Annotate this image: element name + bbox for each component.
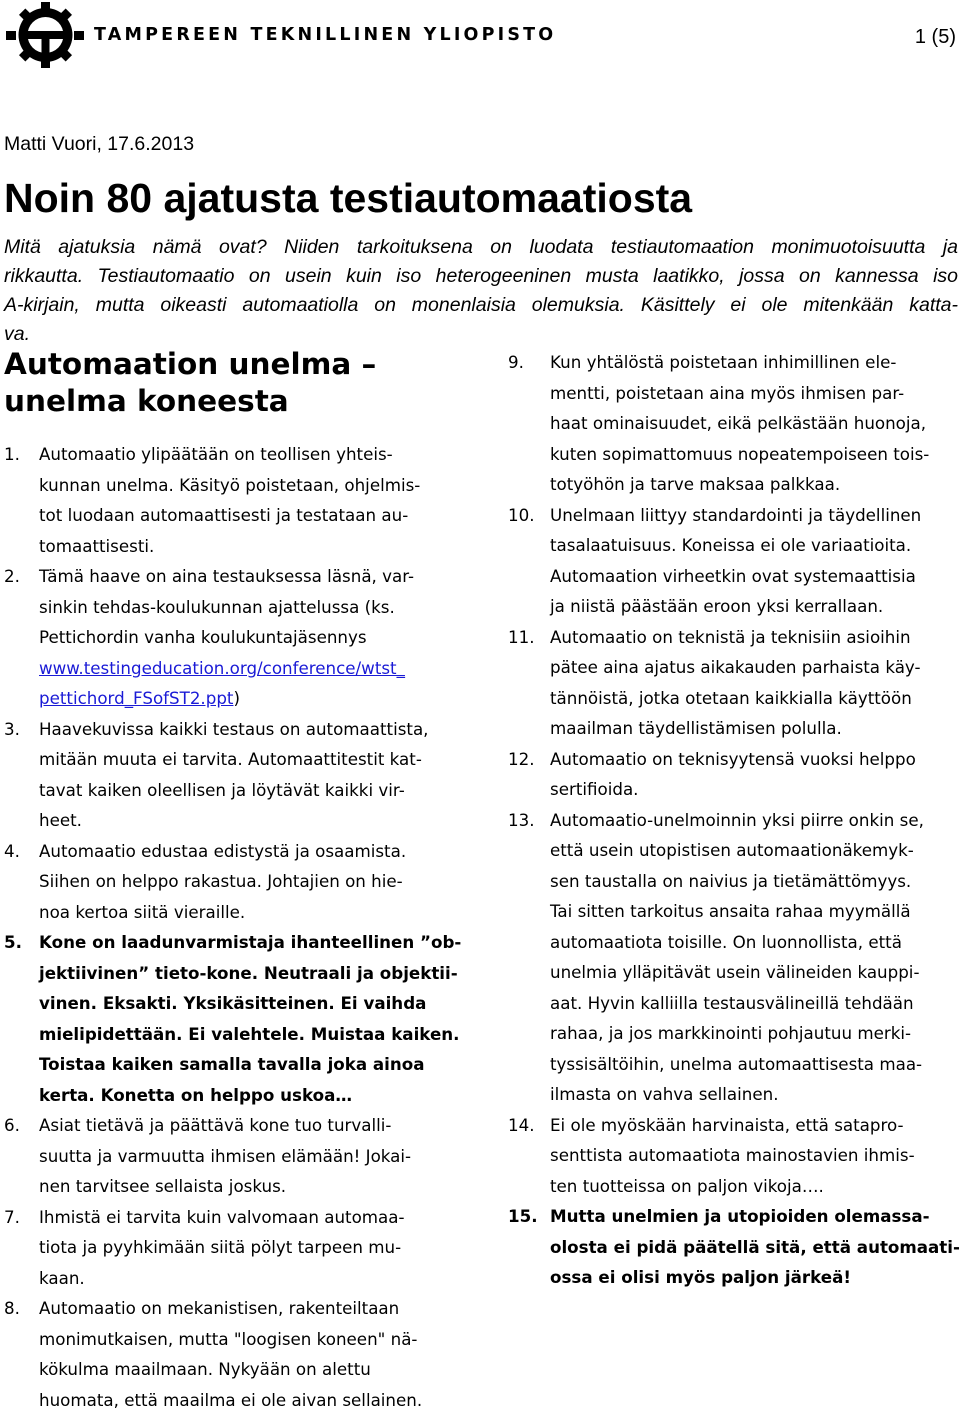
list-item-line: unelmia ylläpitävät usein välineiden kauppi- bbox=[550, 957, 960, 988]
section-heading bbox=[4, 346, 376, 420]
list-item bbox=[508, 805, 960, 1110]
list-item bbox=[4, 561, 464, 714]
list-item-number: 1. bbox=[4, 439, 20, 470]
list-item-line: tot luodaan automaattisesti ja testataan au- bbox=[39, 500, 464, 531]
list-item bbox=[508, 500, 960, 622]
list-item-line: mentti, poistetaan aina myös ihmisen par- bbox=[550, 378, 960, 409]
list-item-line: vinen. Eksakti. Yksikäsitteinen. Ei vaihda bbox=[39, 988, 464, 1019]
list-item bbox=[508, 744, 960, 805]
list-item-line: noa kertoa siitä vieraille. bbox=[39, 897, 464, 928]
author-date: Matti Vuori, 17.6.2013 bbox=[4, 133, 194, 156]
list-item-line: Tai sitten tarkoitus ansaita rahaa myymällä bbox=[550, 896, 960, 927]
list-item-line: Automaation virheetkin ovat systemaattisia bbox=[550, 561, 960, 592]
right-column-list bbox=[508, 347, 960, 1293]
list-item bbox=[4, 1293, 464, 1415]
list-item-line: tiota ja pyyhkimään siitä pölyt tarpeen mu- bbox=[39, 1232, 464, 1263]
list-item bbox=[508, 1110, 960, 1202]
list-item-number: 6. bbox=[4, 1110, 20, 1141]
link-line bbox=[39, 683, 464, 714]
list-item-line: sertifioida. bbox=[550, 774, 960, 805]
list-item-line: sinkin tehdas-koulukunnan ajattelussa (ks. bbox=[39, 592, 464, 623]
list-item-line: kunnan unelma. Käsityö poistetaan, ohjelmis- bbox=[39, 470, 464, 501]
list-item-line: aat. Hyvin kalliilla testausvälineillä tehdään bbox=[550, 988, 960, 1019]
list-item-line: kuten sopimattomuus nopeatempoiseen tois- bbox=[550, 439, 960, 470]
list-item-line: tännöistä, jotka otetaan kaikkialla käyttöön bbox=[550, 683, 960, 714]
intro-line: va. bbox=[4, 320, 958, 349]
list-item-line: huomata, että maailma ei ole aivan sellainen. bbox=[39, 1385, 464, 1415]
list-item-number: 10. bbox=[508, 500, 535, 531]
list-item-line: suutta ja varmuutta ihmisen elämään! Jokai- bbox=[39, 1141, 464, 1172]
reference-link[interactable]: www.testingeducation.org/conference/wtst_ bbox=[39, 658, 405, 678]
list-item-number: 13. bbox=[508, 805, 535, 836]
list-item-line: Pettichordin vanha koulukuntajäsennys bbox=[39, 622, 464, 653]
list-item-number: 5. bbox=[4, 927, 22, 958]
page-number: 1 (5) bbox=[915, 26, 956, 49]
list-item bbox=[4, 1202, 464, 1294]
list-item-line: Siihen on helppo rakastua. Johtajien on hie- bbox=[39, 866, 464, 897]
list-item bbox=[4, 1110, 464, 1202]
list-item-line: sen taustalla on naivius ja tietämättömyys. bbox=[550, 866, 960, 897]
left-column-list bbox=[4, 439, 464, 1415]
list-item-line: mitään muuta ei tarvita. Automaattitestit kat- bbox=[39, 744, 464, 775]
list-item-line: ossa ei olisi myös paljon järkeä! bbox=[550, 1262, 960, 1293]
list-item-number: 11. bbox=[508, 622, 535, 653]
list-item-line: Asiat tietävä ja päättävä kone tuo turvalli- bbox=[39, 1110, 464, 1141]
intro-line: Mitä ajatuksia nämä ovat? Niiden tarkoituksena on luodata testiautomaation monimuotoisuutta ja bbox=[4, 233, 958, 262]
list-item-line: Automaatio-unelmoinnin yksi piirre onkin se, bbox=[550, 805, 960, 836]
university-name: TAMPEREEN TEKNILLINEN YLIOPISTO bbox=[94, 25, 556, 45]
list-item-number: 4. bbox=[4, 836, 20, 867]
list-item-line: automaatiota toisille. On luonnollista, että bbox=[550, 927, 960, 958]
list-item-line: totyöhön ja tarve maksaa palkkaa. bbox=[550, 469, 960, 500]
list-item-line: jektiivinen” tieto-kone. Neutraali ja objektii- bbox=[39, 958, 464, 989]
list-item-line: Mutta unelmien ja utopioiden olemassa- bbox=[550, 1201, 960, 1232]
list-item-line: ilmasta on vahva sellainen. bbox=[550, 1079, 960, 1110]
intro-paragraph bbox=[4, 233, 958, 349]
list-item-number: 7. bbox=[4, 1202, 20, 1233]
list-item bbox=[4, 714, 464, 836]
list-item-line: kaan. bbox=[39, 1263, 464, 1294]
list-item-line: ja niistä päästään eroon yksi kerrallaan. bbox=[550, 591, 960, 622]
list-item-line: Automaatio on teknisyytensä vuoksi helppo bbox=[550, 744, 960, 775]
list-item-line: Automaatio on mekanistisen, rakenteiltaan bbox=[39, 1293, 464, 1324]
list-item-line: heet. bbox=[39, 805, 464, 836]
link-line bbox=[39, 653, 464, 684]
section-heading-line: Automaation unelma – bbox=[4, 346, 376, 383]
list-item bbox=[508, 347, 960, 500]
list-item-line: tasalaatuisuus. Koneissa ei ole variaatioita. bbox=[550, 530, 960, 561]
list-item-line: rahaa, ja jos markkinointi pohjautuu merki- bbox=[550, 1018, 960, 1049]
list-item bbox=[508, 622, 960, 744]
list-item bbox=[4, 836, 464, 928]
list-item-line: maailman täydellistämisen polulla. bbox=[550, 713, 960, 744]
list-item-line: mielipidettään. Ei valehtele. Muistaa kaiken. bbox=[39, 1019, 464, 1050]
link-suffix: ) bbox=[233, 688, 240, 708]
list-item-line: Ei ole myöskään harvinaista, että satapro- bbox=[550, 1110, 960, 1141]
list-item-line: tavat kaiken oleellisen ja löytävät kaikki vir- bbox=[39, 775, 464, 806]
list-item-line: Automaatio edustaa edistystä ja osaamista. bbox=[39, 836, 464, 867]
list-item bbox=[508, 1201, 960, 1293]
gear-logo-icon bbox=[6, 2, 84, 68]
list-item-line: Unelmaan liittyy standardointi ja täydellinen bbox=[550, 500, 960, 531]
list-item-line: Automaatio on teknistä ja teknisiin asioihin bbox=[550, 622, 960, 653]
list-item-line: pätee aina ajatus aikakauden parhaista käy- bbox=[550, 652, 960, 683]
list-item-number: 15. bbox=[508, 1201, 538, 1232]
list-item-number: 3. bbox=[4, 714, 20, 745]
list-item-line: kökulma maailmaan. Nykyään on alettu bbox=[39, 1354, 464, 1385]
list-item bbox=[4, 927, 464, 1110]
list-item-line: tomaattisesti. bbox=[39, 531, 464, 562]
intro-line: A-kirjain, mutta oikeasti automaatiolla on monenlaisia olemuksia. Käsittely ei ole mitenkään katta- bbox=[4, 291, 958, 320]
list-item-line: ten tuotteissa on paljon vikoja…. bbox=[550, 1171, 960, 1202]
list-item-number: 8. bbox=[4, 1293, 20, 1324]
list-item-line: haat ominaisuudet, eikä pelkästään huonoja, bbox=[550, 408, 960, 439]
list-item-line: nen tarvitsee sellaista joskus. bbox=[39, 1171, 464, 1202]
list-item-line: Tämä haave on aina testauksessa läsnä, var- bbox=[39, 561, 464, 592]
list-item-line: että usein utopistisen automaationäkemyk- bbox=[550, 835, 960, 866]
list-item-line: olosta ei pidä päätellä sitä, että automaati- bbox=[550, 1232, 960, 1263]
list-item-line: kerta. Konetta on helppo uskoa… bbox=[39, 1080, 464, 1111]
section-heading-line: unelma koneesta bbox=[4, 383, 376, 420]
list-item-line: monimutkaisen, mutta "loogisen koneen" nä- bbox=[39, 1324, 464, 1355]
list-item-number: 14. bbox=[508, 1110, 535, 1141]
list-item-number: 2. bbox=[4, 561, 20, 592]
list-item-line: Kun yhtälöstä poistetaan inhimillinen ele- bbox=[550, 347, 960, 378]
list-item-line: Haavekuvissa kaikki testaus on automaattista, bbox=[39, 714, 464, 745]
list-item bbox=[4, 439, 464, 561]
intro-line: rikkautta. Testiautomaatio on usein kuin iso heterogeeninen musta laatikko, jossa on kannessa iso bbox=[4, 262, 958, 291]
list-item-line: Automaatio ylipäätään on teollisen yhteis- bbox=[39, 439, 464, 470]
list-item-line: Ihmistä ei tarvita kuin valvomaan automaa- bbox=[39, 1202, 464, 1233]
page-title: Noin 80 ajatusta testiautomaatiosta bbox=[4, 170, 692, 226]
list-item-number: 9. bbox=[508, 347, 524, 378]
list-item-line: senttista automaatiota mainostavien ihmis- bbox=[550, 1140, 960, 1171]
list-item-line: Kone on laadunvarmistaja ihanteellinen ”ob- bbox=[39, 927, 464, 958]
reference-link[interactable]: pettichord_FSofST2.ppt bbox=[39, 688, 233, 708]
list-item-line: Toistaa kaiken samalla tavalla joka ainoa bbox=[39, 1049, 464, 1080]
list-item-number: 12. bbox=[508, 744, 535, 775]
list-item-line: tyssisältöihin, unelma automaattisesta maa- bbox=[550, 1049, 960, 1080]
